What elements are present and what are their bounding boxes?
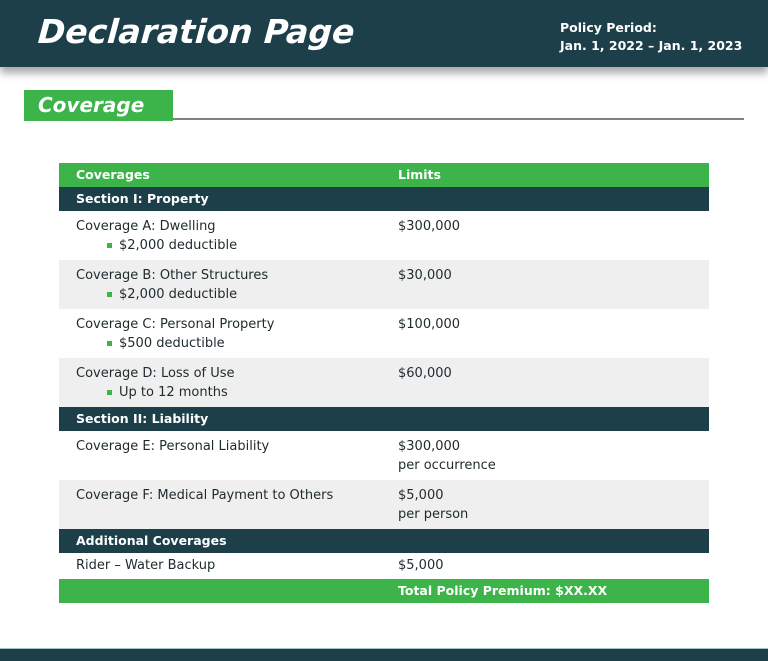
section-title: Coverage: [38, 93, 145, 117]
header-bar: [0, 0, 768, 67]
coverage-limit: $300,000: [398, 439, 461, 454]
footer-bar: [0, 648, 768, 661]
coverage-limit-note: per person: [398, 507, 469, 522]
table-row: [59, 480, 709, 529]
total-row: [59, 579, 709, 603]
coverage-name: Coverage E: Personal Liability: [76, 439, 270, 454]
section-header-additional: Additional Coverages: [59, 529, 709, 553]
section-header-property: Section I: Property: [59, 187, 709, 211]
coverage-detail: $2,000 deductible: [119, 287, 238, 302]
coverage-limit: $100,000: [398, 317, 461, 332]
coverage-name: Rider – Water Backup: [76, 558, 216, 573]
table-row: [59, 431, 709, 480]
table-header-row: [59, 163, 709, 187]
policy-period-label: Policy Period:: [560, 20, 657, 35]
bullet-icon: [107, 341, 112, 346]
page-title: Declaration Page: [36, 12, 356, 51]
section-header-liability: Section II: Liability: [59, 407, 709, 431]
coverage-detail: $2,000 deductible: [119, 238, 238, 253]
column-header-limits: Limits: [398, 167, 441, 182]
total-premium: Total Policy Premium: $XX.XX: [398, 583, 608, 598]
coverage-limit: $5,000: [398, 558, 444, 573]
column-header-coverages: Coverages: [76, 167, 150, 182]
table-row: [59, 358, 709, 407]
policy-period: [560, 19, 742, 55]
table-row: [59, 309, 709, 358]
coverage-detail: Up to 12 months: [119, 385, 228, 400]
section-banner: [24, 90, 173, 121]
bullet-icon: [107, 390, 112, 395]
coverage-limit: $5,000: [398, 488, 444, 503]
coverage-limit-note: per occurrence: [398, 458, 496, 473]
bullet-icon: [107, 292, 112, 297]
section-divider: [173, 118, 744, 120]
coverage-name: Coverage F: Medical Payment to Others: [76, 488, 334, 503]
coverage-name: Coverage A: Dwelling: [76, 219, 216, 234]
coverage-limit: $60,000: [398, 366, 452, 381]
coverage-limit: $300,000: [398, 219, 461, 234]
table-row: [59, 211, 709, 260]
coverage-limit: $30,000: [398, 268, 452, 283]
policy-period-value: Jan. 1, 2022 – Jan. 1, 2023: [560, 38, 743, 53]
coverage-name: Coverage C: Personal Property: [76, 317, 275, 332]
bullet-icon: [107, 243, 112, 248]
coverage-name: Coverage B: Other Structures: [76, 268, 269, 283]
coverage-table: [59, 163, 709, 603]
table-row: [59, 260, 709, 309]
coverage-name: Coverage D: Loss of Use: [76, 366, 235, 381]
coverage-detail: $500 deductible: [119, 336, 225, 351]
table-row: [59, 553, 709, 579]
